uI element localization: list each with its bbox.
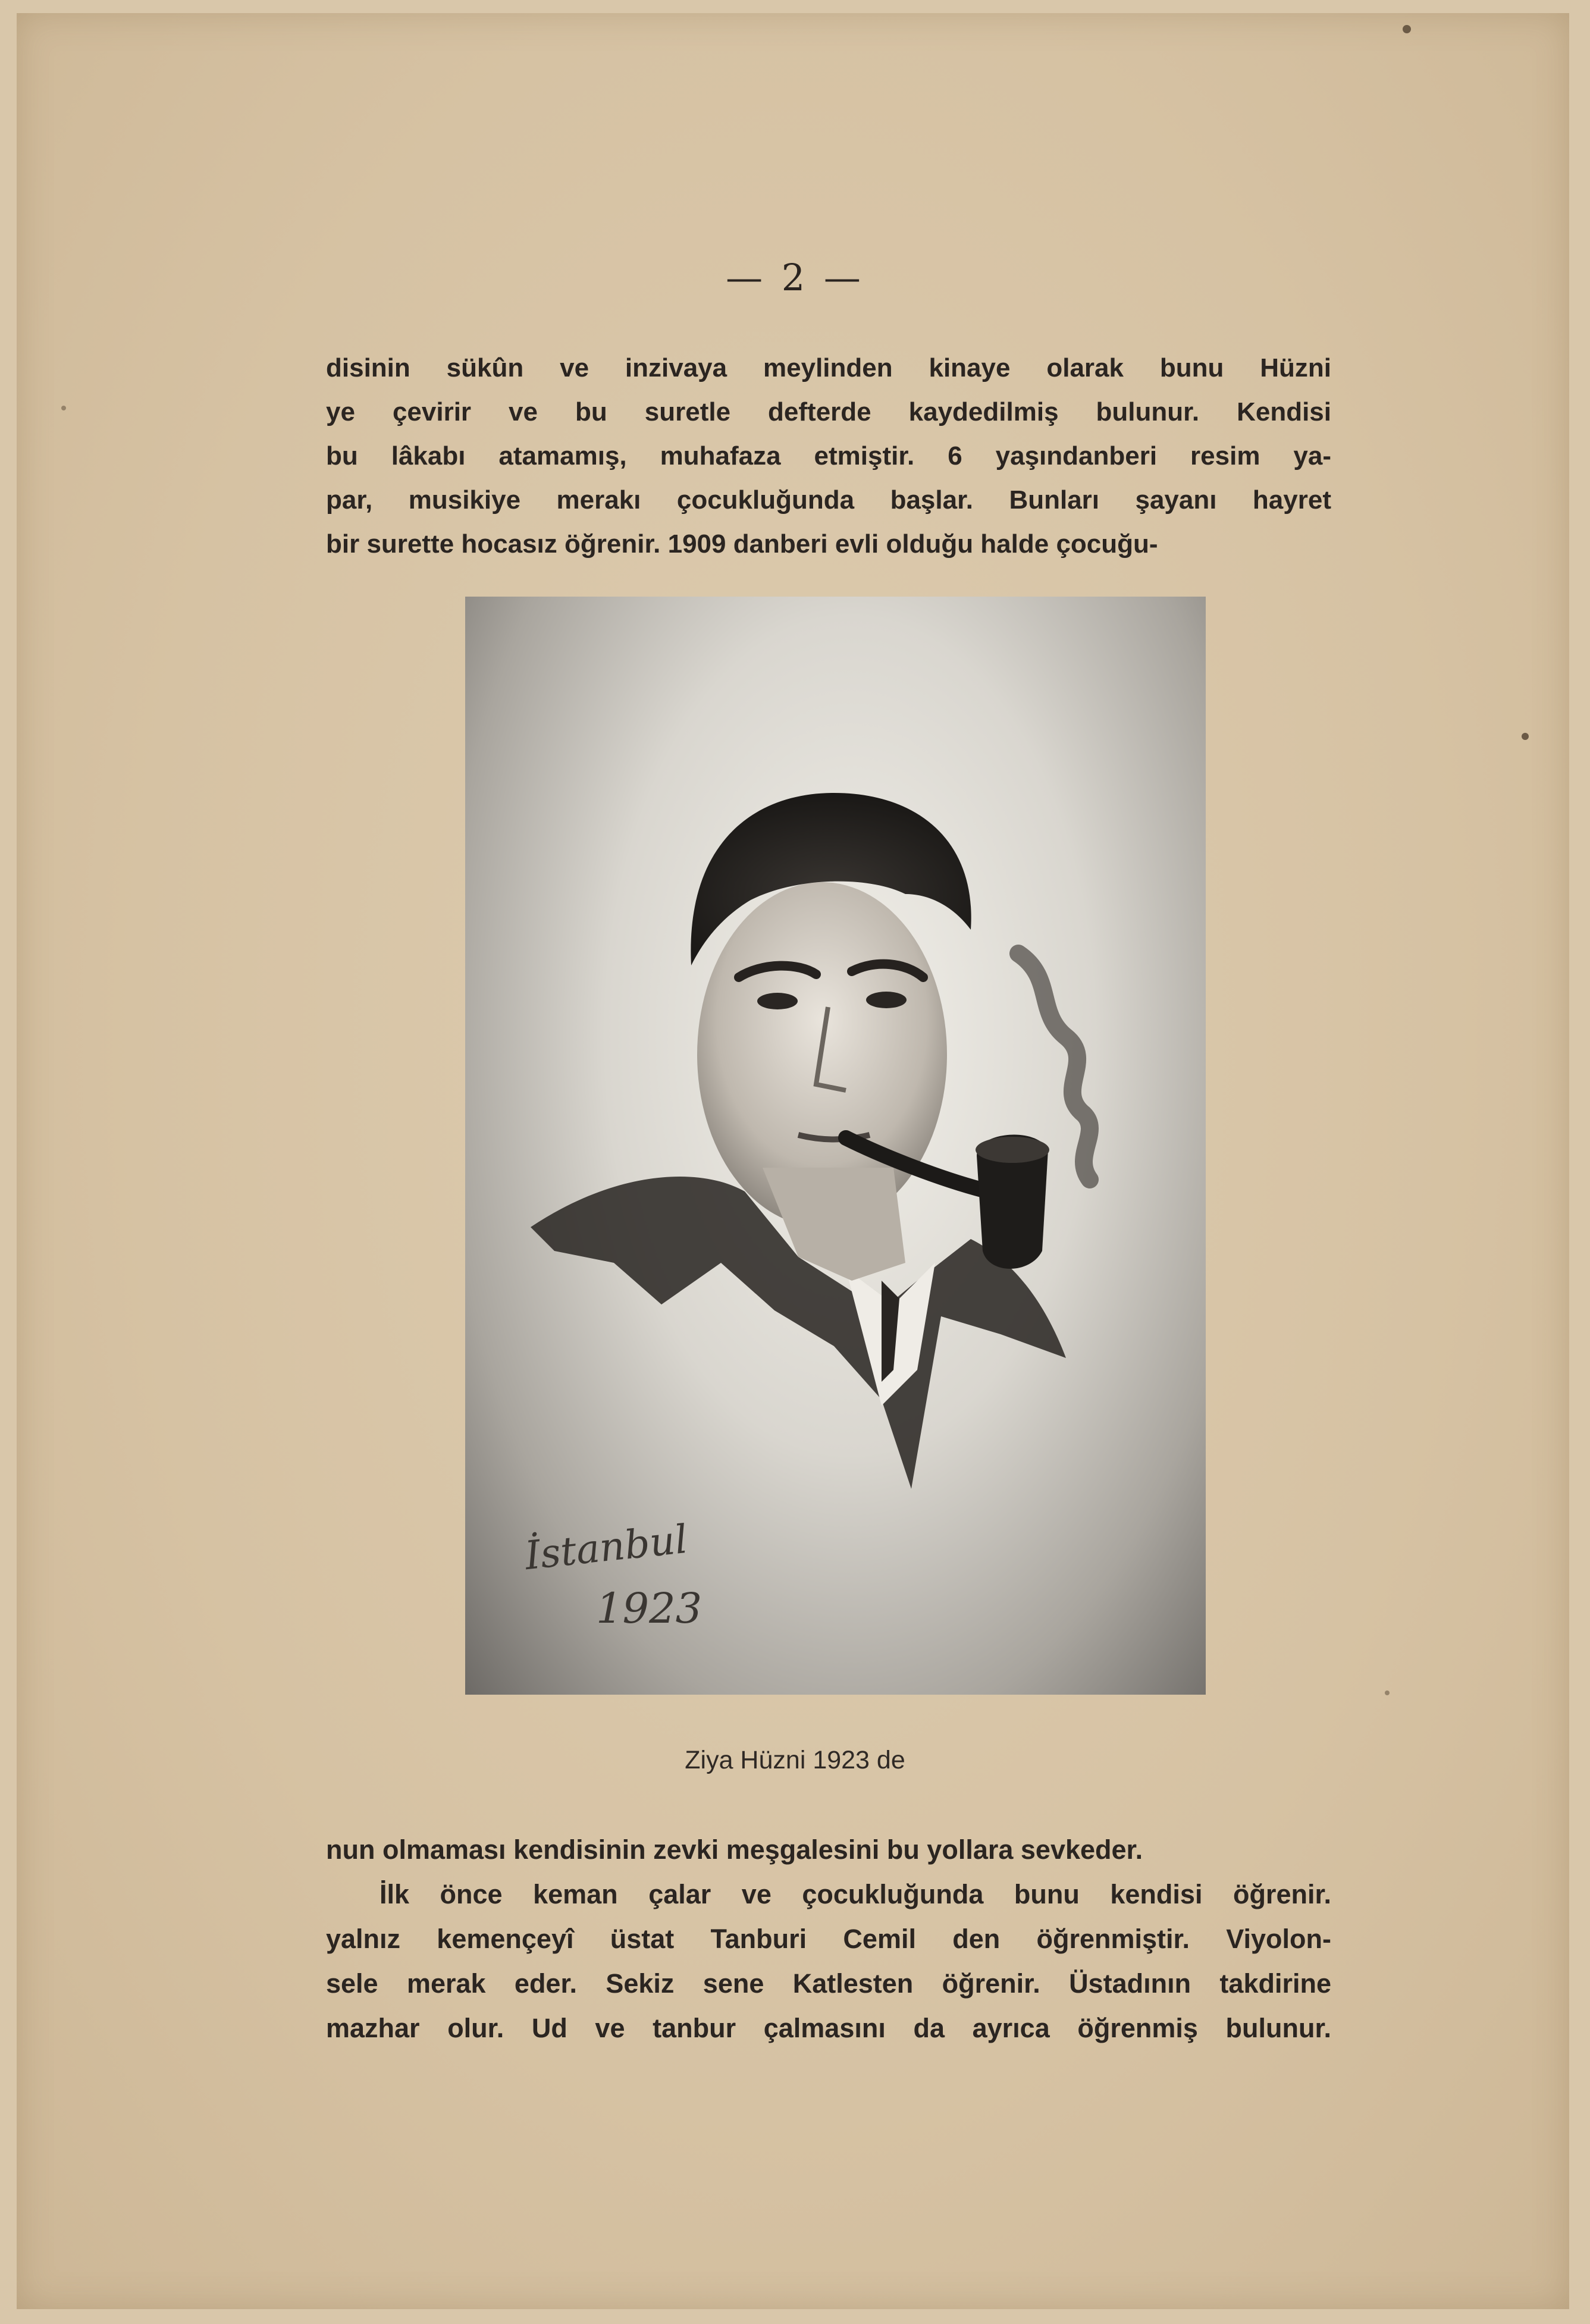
text-line: sele merak eder. Sekiz sene Katlesten öğrenir. Üstadının takdirine xyxy=(326,1968,1331,1999)
page-number: — 2 — xyxy=(726,256,864,299)
pipe-rim xyxy=(976,1137,1049,1163)
stain-spot xyxy=(1522,733,1529,740)
stain-spot xyxy=(1403,25,1411,33)
text-line: nun olmaması kendisinin zevki meşgalesini bu yollara sevkeder. xyxy=(326,1834,1143,1865)
text-line: bir surette hocasız öğrenir. 1909 danberi evli olduğu halde çocuğu- xyxy=(326,529,1158,559)
text-line: mazhar olur. Ud ve tanbur çalmasını da ayrıca öğrenmiş bulunur. xyxy=(326,2013,1331,2043)
paragraph-bottom xyxy=(326,1827,1331,2050)
stain-spot xyxy=(61,406,66,410)
eye-right xyxy=(866,992,907,1008)
photo-inscription-year: 1923 xyxy=(596,1584,703,1633)
eye-left xyxy=(757,993,798,1009)
text-line: yalnız kemençeyî üstat Tanburi Cemil den öğrenmiştir. Viyolon- xyxy=(326,1924,1331,1954)
paragraph-top xyxy=(326,346,1331,566)
stain-spot xyxy=(1385,1691,1390,1695)
text-line: İlk önce keman çalar ve çocukluğunda bunu kendisi öğrenir. xyxy=(380,1879,1331,1909)
text-line: par, musikiye merakı çocukluğunda başlar. Bunları şayanı hayret xyxy=(326,485,1331,515)
photo-inscription-city: İstanbul xyxy=(522,1516,690,1579)
text-line: disinin sükûn ve inzivaya meylinden kinaye olarak bunu Hüzni xyxy=(326,353,1331,382)
photo-caption: Ziya Hüzni 1923 de xyxy=(685,1746,905,1774)
portrait-photo xyxy=(465,597,1206,1695)
text-line: ye çevirir ve bu suretle defterde kaydedilmiş bulunur. Kendisi xyxy=(326,397,1331,426)
text-line: bu lâkabı atamamış, muhafaza etmiştir. 6 yaşındanberi resim ya- xyxy=(326,441,1331,471)
